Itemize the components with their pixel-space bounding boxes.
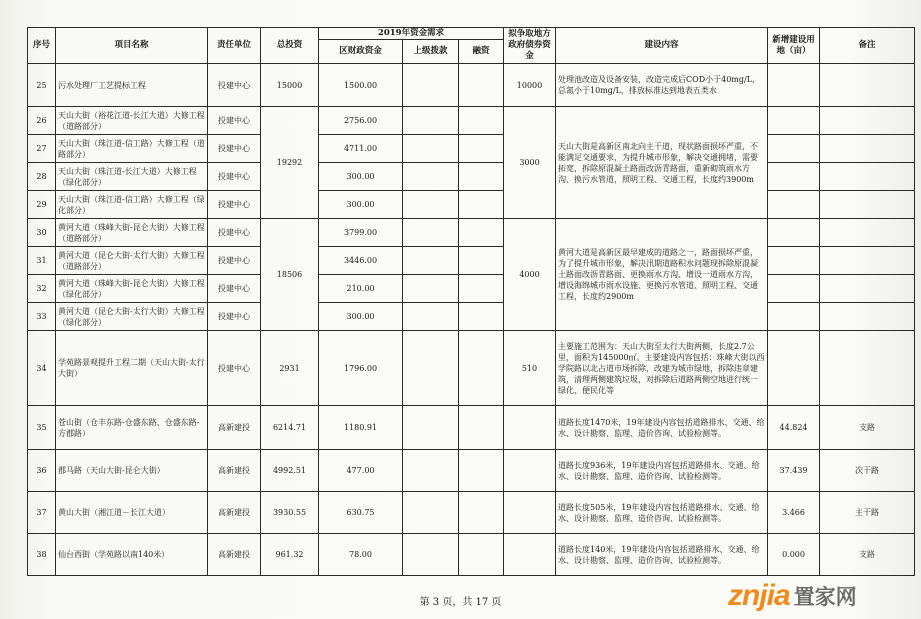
cell-higher	[403, 247, 459, 275]
cell-financing	[459, 219, 504, 247]
header-row-1	[28, 28, 915, 40]
cell-content-group: 天山大街是高新区南北向主干道，现状路面损坏严重，不能满足交通要求，为提升城市形象，解决交通拥堵，需要拓宽，拆除原混凝土路面改沥青路面，重新砌筑雨水方沟、换污水管道，照明工程、交通工程，长度约3900m	[556, 107, 768, 219]
cell-land	[768, 191, 820, 219]
header-responsible-unit: 责任单位	[208, 28, 261, 64]
funding-table	[27, 27, 915, 576]
cell-bond: 510	[504, 331, 556, 406]
cell-land	[768, 135, 820, 163]
cell-district: 300.00	[319, 191, 403, 219]
cell-district: 300.00	[319, 163, 403, 191]
cell-unit: 投建中心	[208, 219, 261, 247]
table-row	[28, 64, 915, 107]
cell-district: 630.75	[319, 492, 403, 534]
cell-total-group: 18506	[261, 219, 319, 331]
cell-seq: 35	[28, 406, 56, 450]
cell-financing	[459, 247, 504, 275]
cell-bond	[504, 406, 556, 450]
cell-district: 4711.00	[319, 135, 403, 163]
cell-content-group: 黄河大道是高新区最早建成的道路之一，路面损坏严重，为了提升城市形象，解决汛期道路积水问题现拆除原混凝土路面改沥青路面、更换雨水方沟、增设一道雨水方沟，增设海绵城市雨水设施、更换污水管道、照明工程、交通工程，长度约2900m	[556, 219, 768, 331]
cell-project-name: 黄山大街（湘江道－长江大道）	[56, 492, 208, 534]
cell-financing	[459, 492, 504, 534]
cell-bond-group: 4000	[504, 219, 556, 331]
cell-financing	[459, 406, 504, 450]
cell-project-name: 学苑路景观提升工程二期（天山大街-太行大街）	[56, 331, 208, 406]
cell-project-name: 黄河大道（珠峰大街-昆仑大街）大修工程（绿化部分）	[56, 275, 208, 303]
header-new-land: 新增建设用地（亩）	[768, 28, 820, 64]
table-row	[28, 303, 915, 331]
table-row	[28, 191, 915, 219]
cell-remark: 次干路	[820, 450, 915, 492]
cell-land	[768, 275, 820, 303]
cell-project-name: 黄河大道（珠峰大街-昆仑大街）大修工程（道路部分）	[56, 219, 208, 247]
cell-remark	[820, 247, 915, 275]
cell-seq: 26	[28, 107, 56, 135]
cell-land: 44.824	[768, 406, 820, 450]
cell-higher	[403, 163, 459, 191]
cell-total: 6214.71	[261, 406, 319, 450]
cell-higher	[403, 534, 459, 576]
cell-land	[768, 107, 820, 135]
cell-project-name: 郡马路（天山大街-昆仑大街）	[56, 450, 208, 492]
table-row	[28, 135, 915, 163]
cell-seq: 37	[28, 492, 56, 534]
cell-higher	[403, 191, 459, 219]
cell-remark	[820, 163, 915, 191]
cell-total-group: 19292	[261, 107, 319, 219]
cell-remark: 支路	[820, 406, 915, 450]
cell-total: 961.32	[261, 534, 319, 576]
cell-total: 2931	[261, 331, 319, 406]
cell-remark	[820, 64, 915, 107]
cell-district: 477.00	[319, 450, 403, 492]
cell-project-name: 仙台西街（学苑路以南140米）	[56, 534, 208, 576]
cell-district: 210.00	[319, 275, 403, 303]
cell-project-name: 黄河大道（昆仑大街-太行大街）大修工程（绿化部分）	[56, 303, 208, 331]
cell-project-name: 天山大街（裕花江道-长江大道）大修工程（道路部分）	[56, 107, 208, 135]
cell-bond	[504, 492, 556, 534]
cell-remark	[820, 219, 915, 247]
cell-unit: 投建中心	[208, 191, 261, 219]
table-row	[28, 247, 915, 275]
cell-project-name: 天山大街（珠江道-长江大道）大修工程（绿化部分）	[56, 163, 208, 191]
cell-seq: 38	[28, 534, 56, 576]
cell-content: 道路长度936米，19年建设内容包括道路排水、交通、给水、设计勘察、监理、造价咨询、试验检测等。	[556, 450, 768, 492]
cell-higher	[403, 64, 459, 107]
cell-district: 1796.00	[319, 331, 403, 406]
cell-remark	[820, 331, 915, 406]
cell-project-name: 污水处理厂工艺提标工程	[56, 64, 208, 107]
cell-seq: 31	[28, 247, 56, 275]
watermark-text: 置家网	[793, 585, 857, 609]
cell-content: 处理池改造及设备安装，改造完成后COD小于40mg/L，总氮小于10mg/L，排放标准达到地表五类水	[556, 64, 768, 107]
cell-land	[768, 64, 820, 107]
cell-bond	[504, 450, 556, 492]
cell-project-name: 黄河大道（昆仑大街-太行大街）大修工程（道路部分）	[56, 247, 208, 275]
cell-financing	[459, 275, 504, 303]
cell-higher	[403, 135, 459, 163]
cell-financing	[459, 135, 504, 163]
cell-higher	[403, 492, 459, 534]
cell-remark	[820, 303, 915, 331]
cell-financing	[459, 303, 504, 331]
cell-financing	[459, 450, 504, 492]
cell-project-name: 苍山街（仓丰东路-仓盛东路、仓盛东路-方郡路）	[56, 406, 208, 450]
cell-district: 1180.91	[319, 406, 403, 450]
cell-district: 1500.00	[319, 64, 403, 107]
cell-district: 2756.00	[319, 107, 403, 135]
header-funding-demand: 2019年资金需求	[319, 28, 504, 40]
cell-financing	[459, 331, 504, 406]
cell-unit: 投建中心	[208, 135, 261, 163]
table-row	[28, 450, 915, 492]
cell-total: 15000	[261, 64, 319, 107]
cell-bond-group: 3000	[504, 107, 556, 219]
cell-seq: 30	[28, 219, 56, 247]
cell-unit: 投建中心	[208, 275, 261, 303]
header-project-name: 项目名称	[56, 28, 208, 64]
header-financing: 融资	[459, 40, 504, 64]
header-bond-funds: 拟争取地方政府债券资金	[504, 28, 556, 64]
cell-seq: 34	[28, 331, 56, 406]
cell-seq: 28	[28, 163, 56, 191]
cell-unit: 高新建投	[208, 534, 261, 576]
cell-district: 78.00	[319, 534, 403, 576]
table-row	[28, 163, 915, 191]
cell-land: 0.000	[768, 534, 820, 576]
cell-financing	[459, 107, 504, 135]
cell-project-name: 天山大街（珠江道-信工路）大修工程（绿化部分）	[56, 191, 208, 219]
cell-higher	[403, 406, 459, 450]
cell-total: 4992.51	[261, 450, 319, 492]
table-row	[28, 406, 915, 450]
cell-content: 道路长度1470米，19年建设内容包括道路排水、交通、给水、设计勘察、监理、造价咨询、试验检测等。	[556, 406, 768, 450]
cell-total: 3930.55	[261, 492, 319, 534]
watermark	[728, 578, 918, 614]
cell-remark	[820, 191, 915, 219]
cell-seq: 32	[28, 275, 56, 303]
cell-financing	[459, 191, 504, 219]
table-row	[28, 275, 915, 303]
page-number: 第 3 页，共 17 页	[419, 597, 502, 608]
cell-remark	[820, 107, 915, 135]
cell-unit: 投建中心	[208, 331, 261, 406]
cell-unit: 投建中心	[208, 303, 261, 331]
cell-higher	[403, 275, 459, 303]
cell-remark	[820, 135, 915, 163]
header-district-funds: 区财政资金	[319, 40, 403, 64]
cell-bond	[504, 534, 556, 576]
cell-seq: 25	[28, 64, 56, 107]
header-seq: 序号	[28, 28, 56, 64]
cell-higher	[403, 331, 459, 406]
watermark-logo-icon: znjia	[728, 579, 790, 612]
cell-remark	[820, 275, 915, 303]
cell-unit: 投建中心	[208, 247, 261, 275]
cell-land	[768, 219, 820, 247]
table-row	[28, 331, 915, 406]
cell-seq: 29	[28, 191, 56, 219]
cell-land	[768, 303, 820, 331]
cell-higher	[403, 107, 459, 135]
cell-district: 3446.00	[319, 247, 403, 275]
cell-project-name: 天山大街（珠江道-信工路）大修工程（道路部分）	[56, 135, 208, 163]
cell-seq: 36	[28, 450, 56, 492]
cell-financing	[459, 534, 504, 576]
cell-unit: 投建中心	[208, 163, 261, 191]
cell-land	[768, 163, 820, 191]
table-row	[28, 492, 915, 534]
cell-unit: 高新建投	[208, 492, 261, 534]
cell-district: 300.00	[319, 303, 403, 331]
cell-bond: 10000	[504, 64, 556, 107]
cell-higher	[403, 303, 459, 331]
cell-seq: 27	[28, 135, 56, 163]
table-row	[28, 534, 915, 576]
cell-financing	[459, 163, 504, 191]
cell-land	[768, 247, 820, 275]
cell-unit: 高新建投	[208, 450, 261, 492]
cell-unit: 投建中心	[208, 107, 261, 135]
cell-financing	[459, 64, 504, 107]
header-higher-funds: 上级拨款	[403, 40, 459, 64]
cell-district: 3799.00	[319, 219, 403, 247]
cell-content: 道路长度505米，19年建设内容包括道路排水、交通、给水、设计勘察、监理、造价咨询、试验检测等。	[556, 492, 768, 534]
header-total-investment: 总投资	[261, 28, 319, 64]
cell-content: 道路长度140米，19年建设内容包括道路排水、交通、给水、设计勘察、监理、造价咨询、试验检测等。	[556, 534, 768, 576]
cell-unit: 高新建投	[208, 406, 261, 450]
cell-seq: 33	[28, 303, 56, 331]
header-construction-content: 建设内容	[556, 28, 768, 64]
cell-land: 3.466	[768, 492, 820, 534]
cell-content: 主要施工范围为：天山大街至太行大街两侧，长度2.7公里，面积为145000㎡。主要建设内容包括：珠峰大街以西学院路以北占道市场拆除，改建为城市绿地，拆除违章建筑，清理两侧建筑垃圾，对拆除后道路两侧空地进行统一绿化、便民化等	[556, 331, 768, 406]
cell-higher	[403, 219, 459, 247]
table-row	[28, 219, 915, 247]
cell-remark: 支路	[820, 534, 915, 576]
cell-unit: 投建中心	[208, 64, 261, 107]
table-row	[28, 107, 915, 135]
cell-remark: 主干路	[820, 492, 915, 534]
header-remark: 备注	[820, 28, 915, 64]
cell-higher	[403, 450, 459, 492]
cell-land	[768, 331, 820, 406]
cell-land: 37.439	[768, 450, 820, 492]
